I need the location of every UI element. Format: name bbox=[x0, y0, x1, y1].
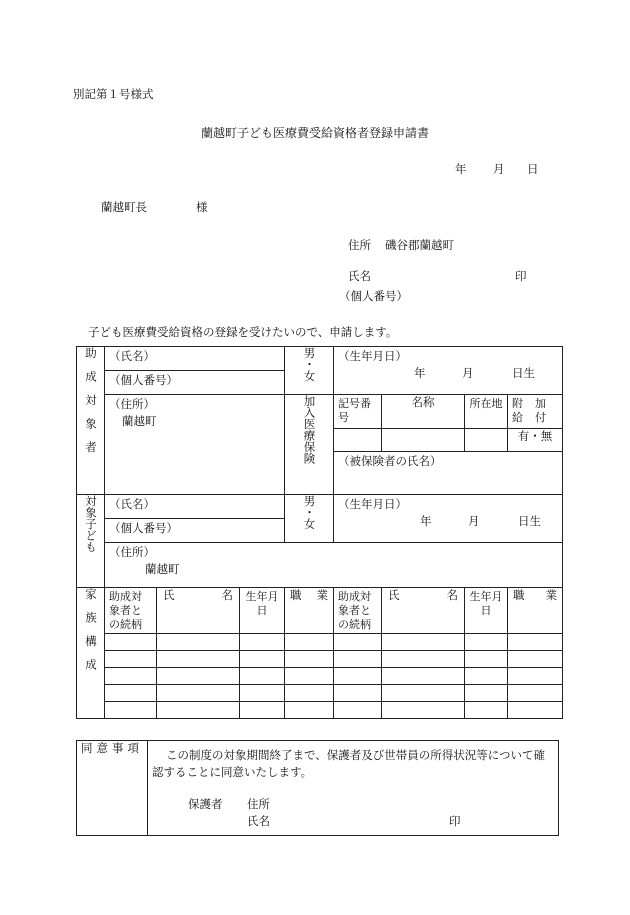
family-cell[interactable] bbox=[508, 634, 563, 651]
subject-section-label: 助成対象者 bbox=[77, 347, 105, 495]
family-header-occupation-1: 職 業 bbox=[285, 588, 334, 634]
subject-personal-number-cell[interactable]: （個人番号） bbox=[105, 371, 285, 395]
family-cell[interactable] bbox=[508, 668, 563, 685]
family-cell[interactable] bbox=[334, 702, 382, 719]
guardian-seal: 印 bbox=[449, 814, 461, 828]
family-cell[interactable] bbox=[508, 651, 563, 668]
insurance-name-value[interactable] bbox=[382, 429, 465, 452]
applicant-address-value: 磯谷郡蘭越町 bbox=[385, 238, 454, 252]
family-header-relation-2: 助成対象者との続柄 bbox=[334, 588, 382, 634]
family-header-birth-1: 生年月日 bbox=[240, 588, 285, 634]
family-cell[interactable] bbox=[285, 668, 334, 685]
consent-label: 同意事項 bbox=[77, 741, 148, 836]
application-table bbox=[76, 346, 563, 719]
family-cell[interactable] bbox=[334, 651, 382, 668]
child-personal-number-cell[interactable]: （個人番号） bbox=[105, 519, 285, 543]
subject-name-cell[interactable]: （氏名） bbox=[105, 347, 285, 371]
consent-text: この制度の対象期間終了まで、保護者及び世帯員の所得状況等について確認することに同意いたします。 bbox=[152, 748, 546, 779]
family-cell[interactable] bbox=[465, 634, 508, 651]
family-header-name-2: 氏 名 bbox=[382, 588, 465, 634]
family-cell[interactable] bbox=[240, 634, 285, 651]
family-cell[interactable] bbox=[382, 651, 465, 668]
family-cell[interactable] bbox=[157, 668, 240, 685]
insurance-location-value[interactable] bbox=[465, 429, 508, 452]
applicant-name-label: 氏名 bbox=[348, 269, 371, 283]
family-cell[interactable] bbox=[240, 702, 285, 719]
form-title: 蘭越町子ども医療費受給資格者登録申請書 bbox=[201, 126, 430, 140]
insured-person-name-space[interactable] bbox=[334, 476, 563, 495]
family-header-birth-2: 生年月日 bbox=[465, 588, 508, 634]
family-cell[interactable] bbox=[285, 702, 334, 719]
insurance-number-header: 記号番号 bbox=[334, 395, 382, 429]
child-name-cell[interactable]: （氏名） bbox=[105, 495, 285, 519]
family-cell[interactable] bbox=[157, 685, 240, 702]
family-cell[interactable] bbox=[285, 634, 334, 651]
guardian-label: 保護者 bbox=[188, 797, 223, 811]
recipient-honorific: 様 bbox=[196, 200, 208, 214]
child-birth-cell[interactable]: （生年月日） 年 月 日生 bbox=[334, 495, 563, 543]
family-section-label: 家族構成 bbox=[77, 588, 105, 719]
applicant-seal: 印 bbox=[515, 269, 527, 283]
family-cell[interactable] bbox=[508, 702, 563, 719]
family-cell[interactable] bbox=[465, 651, 508, 668]
family-cell[interactable] bbox=[105, 651, 157, 668]
family-cell[interactable] bbox=[334, 685, 382, 702]
date-year-label: 年 bbox=[455, 162, 467, 176]
family-cell[interactable] bbox=[465, 702, 508, 719]
family-cell[interactable] bbox=[105, 634, 157, 651]
subject-address-cell[interactable]: （住所） 蘭越町 bbox=[105, 395, 285, 495]
insurance-name-header: 名称 bbox=[382, 395, 465, 429]
applicant-personal-number-label: （個人番号） bbox=[339, 289, 408, 303]
form-number: 別記第１号様式 bbox=[73, 87, 154, 101]
child-section-label: 対象子ども bbox=[77, 495, 105, 588]
family-cell[interactable] bbox=[334, 634, 382, 651]
family-cell[interactable] bbox=[157, 634, 240, 651]
family-header-occupation-2: 職 業 bbox=[508, 588, 563, 634]
family-header-relation-1: 助成対象者との続柄 bbox=[105, 588, 157, 634]
family-cell[interactable] bbox=[382, 634, 465, 651]
application-statement: 子ども医療費受給資格の登録を受けたいので、申請します。 bbox=[88, 325, 398, 339]
applicant-address-label: 住所 bbox=[348, 238, 371, 252]
date-month-label: 月 bbox=[493, 162, 505, 176]
family-cell[interactable] bbox=[465, 685, 508, 702]
child-address-cell[interactable]: （住所） 蘭越町 bbox=[105, 543, 563, 588]
family-cell[interactable] bbox=[382, 668, 465, 685]
consent-table bbox=[76, 740, 559, 836]
family-cell[interactable] bbox=[508, 685, 563, 702]
family-header-name-1: 氏 名 bbox=[157, 588, 240, 634]
guardian-name-label: 氏名 bbox=[247, 814, 270, 828]
family-cell[interactable] bbox=[157, 702, 240, 719]
consent-body[interactable] bbox=[148, 741, 559, 836]
family-cell[interactable] bbox=[240, 668, 285, 685]
family-cell[interactable] bbox=[105, 685, 157, 702]
family-cell[interactable] bbox=[240, 685, 285, 702]
child-gender-cell[interactable]: 男・女 bbox=[285, 495, 334, 543]
insurance-number-value[interactable] bbox=[334, 429, 382, 452]
insured-person-name-cell[interactable]: （被保険者の氏名） bbox=[334, 452, 563, 476]
family-cell[interactable] bbox=[105, 668, 157, 685]
family-cell[interactable] bbox=[157, 651, 240, 668]
family-cell[interactable] bbox=[465, 668, 508, 685]
date-day-label: 日 bbox=[527, 162, 539, 176]
subject-gender-cell[interactable]: 男・女 bbox=[285, 347, 334, 395]
recipient: 蘭越町長 bbox=[101, 200, 147, 214]
subject-birth-cell[interactable]: （生年月日） 年 月 日生 bbox=[334, 347, 563, 395]
family-cell[interactable] bbox=[285, 685, 334, 702]
family-cell[interactable] bbox=[334, 668, 382, 685]
family-cell[interactable] bbox=[382, 685, 465, 702]
additional-benefit-value[interactable]: 有・無 bbox=[508, 429, 563, 452]
family-cell[interactable] bbox=[382, 702, 465, 719]
subject-insurance-label: 加入医療保険 bbox=[285, 395, 334, 495]
additional-benefit-header: 附加給付 bbox=[508, 395, 563, 429]
family-cell[interactable] bbox=[285, 651, 334, 668]
guardian-address-label: 住所 bbox=[247, 797, 270, 811]
family-cell[interactable] bbox=[240, 651, 285, 668]
insurance-location-header: 所在地 bbox=[465, 395, 508, 429]
family-cell[interactable] bbox=[105, 702, 157, 719]
